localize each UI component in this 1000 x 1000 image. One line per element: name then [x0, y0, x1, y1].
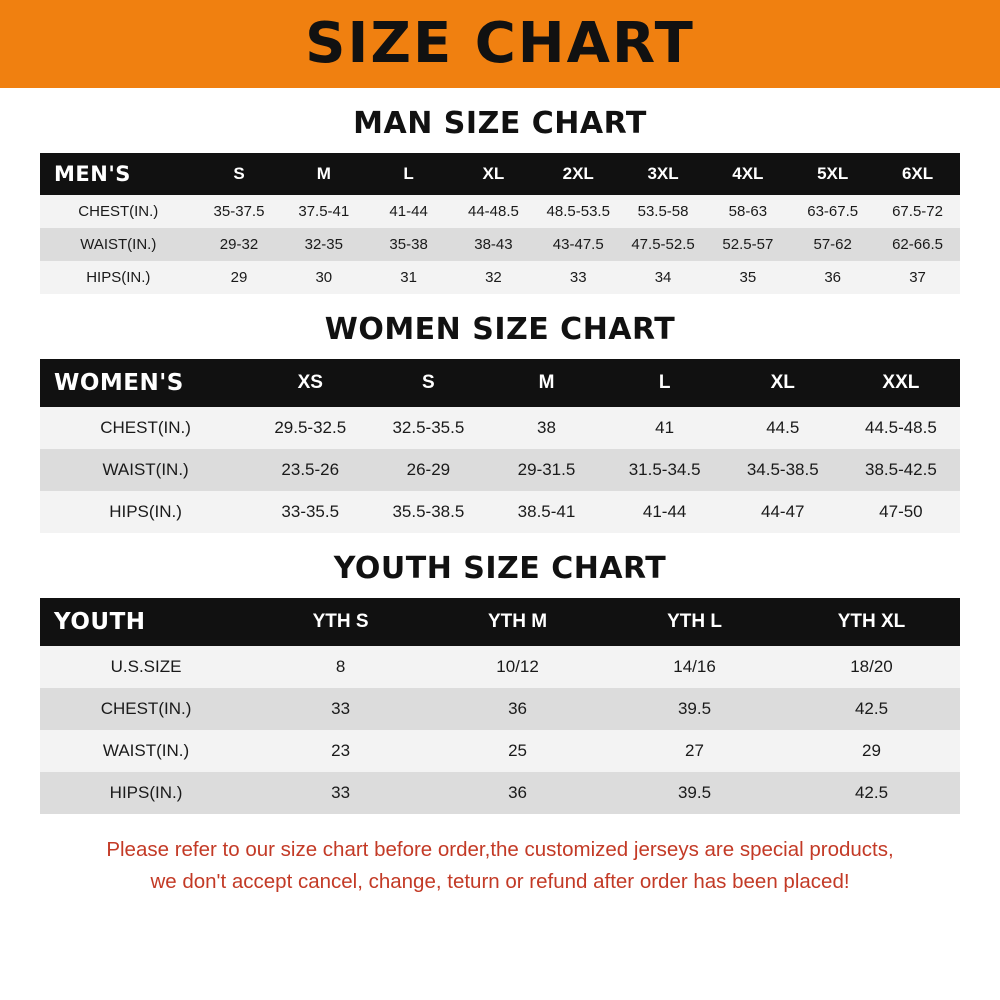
table-cell: 29 [783, 730, 960, 772]
table-header-row [40, 359, 960, 407]
table-column-header: XS [251, 359, 369, 407]
table-cell: 58-63 [705, 195, 790, 228]
table-cell: 8 [252, 646, 429, 688]
table-row-label: CHEST(IN.) [40, 688, 252, 730]
page-title: SIZE CHART [305, 11, 695, 76]
table-header-row [40, 598, 960, 646]
table-cell: 29 [197, 261, 282, 294]
table-column-header: M [487, 359, 605, 407]
table-cell: 47.5-52.5 [621, 228, 706, 261]
footer-note-line-1: Please refer to our size chart before order,the customized jerseys are special products, [106, 838, 894, 861]
table-cell: 27 [606, 730, 783, 772]
table-cell: 32-35 [281, 228, 366, 261]
section-title-man: MAN SIZE CHART [353, 106, 647, 141]
table-cell: 29-31.5 [487, 449, 605, 491]
table-cell: 41-44 [606, 491, 724, 533]
table-cell: 33 [252, 772, 429, 814]
section-title-youth: YOUTH SIZE CHART [333, 551, 667, 586]
table-cell: 29.5-32.5 [251, 407, 369, 449]
table-cell: 32 [451, 261, 536, 294]
table-column-header: YTH M [429, 598, 606, 646]
table-cell: 35-38 [366, 228, 451, 261]
table-column-header: S [197, 153, 282, 195]
table-cell: 48.5-53.5 [536, 195, 621, 228]
header-banner [0, 0, 1000, 88]
table-cell: 44-47 [724, 491, 842, 533]
table-cell: 62-66.5 [875, 228, 960, 261]
table-column-header: S [369, 359, 487, 407]
table-cell: 36 [429, 688, 606, 730]
table-cell: 25 [429, 730, 606, 772]
table-column-header: 3XL [621, 153, 706, 195]
table-cell: 10/12 [429, 646, 606, 688]
table-cell: 38-43 [451, 228, 536, 261]
table-cell: 41-44 [366, 195, 451, 228]
table-cell: 44.5 [724, 407, 842, 449]
table-cell: 36 [429, 772, 606, 814]
table-column-header: XXL [842, 359, 960, 407]
table-row-label: HIPS(IN.) [40, 772, 252, 814]
table-column-header: M [281, 153, 366, 195]
table-cell: 30 [281, 261, 366, 294]
table-cell: 42.5 [783, 688, 960, 730]
table-row [40, 228, 960, 261]
table-row-label: HIPS(IN.) [40, 261, 197, 294]
table-row [40, 646, 960, 688]
table-cell: 34.5-38.5 [724, 449, 842, 491]
table-column-header: XL [451, 153, 536, 195]
table-row [40, 195, 960, 228]
table-cell: 37 [875, 261, 960, 294]
table-cell: 32.5-35.5 [369, 407, 487, 449]
table-cell: 52.5-57 [705, 228, 790, 261]
table-cell: 41 [606, 407, 724, 449]
table-row-label: CHEST(IN.) [40, 195, 197, 228]
table-cell: 38.5-41 [487, 491, 605, 533]
table-column-header: YTH S [252, 598, 429, 646]
table-cell: 31 [366, 261, 451, 294]
table-cell: 33 [536, 261, 621, 294]
table-row [40, 688, 960, 730]
table-column-header: L [366, 153, 451, 195]
table-row-label: HIPS(IN.) [40, 491, 251, 533]
table-cell: 43-47.5 [536, 228, 621, 261]
table-header-label: MEN'S [40, 153, 197, 195]
section-youth [0, 533, 1000, 814]
table-cell: 44.5-48.5 [842, 407, 960, 449]
table-row-label: WAIST(IN.) [40, 449, 251, 491]
youth-size-table [40, 598, 960, 814]
footer-note [0, 834, 1000, 898]
table-header-row [40, 153, 960, 195]
table-cell: 63-67.5 [790, 195, 875, 228]
table-cell: 38.5-42.5 [842, 449, 960, 491]
table-row [40, 449, 960, 491]
table-column-header: YTH L [606, 598, 783, 646]
table-cell: 33-35.5 [251, 491, 369, 533]
table-cell: 35 [705, 261, 790, 294]
table-column-header: 6XL [875, 153, 960, 195]
table-cell: 57-62 [790, 228, 875, 261]
table-cell: 36 [790, 261, 875, 294]
table-cell: 34 [621, 261, 706, 294]
table-cell: 39.5 [606, 688, 783, 730]
table-cell: 26-29 [369, 449, 487, 491]
table-row [40, 772, 960, 814]
table-column-header: XL [724, 359, 842, 407]
table-row-label: WAIST(IN.) [40, 730, 252, 772]
section-women [0, 294, 1000, 533]
section-man [0, 88, 1000, 294]
table-column-header: 4XL [705, 153, 790, 195]
table-cell: 18/20 [783, 646, 960, 688]
table-cell: 42.5 [783, 772, 960, 814]
table-cell: 47-50 [842, 491, 960, 533]
table-cell: 33 [252, 688, 429, 730]
youth-table-body [40, 598, 960, 814]
table-row-label: WAIST(IN.) [40, 228, 197, 261]
table-cell: 23 [252, 730, 429, 772]
section-title-women: WOMEN SIZE CHART [324, 312, 676, 347]
table-cell: 39.5 [606, 772, 783, 814]
man-size-table [40, 153, 960, 294]
women-size-table [40, 359, 960, 533]
table-row [40, 730, 960, 772]
table-cell: 38 [487, 407, 605, 449]
table-cell: 67.5-72 [875, 195, 960, 228]
table-row-label: U.S.SIZE [40, 646, 252, 688]
table-cell: 44-48.5 [451, 195, 536, 228]
table-header-label: WOMEN'S [40, 359, 251, 407]
table-header-label: YOUTH [40, 598, 252, 646]
table-cell: 29-32 [197, 228, 282, 261]
table-cell: 53.5-58 [621, 195, 706, 228]
women-table-body [40, 359, 960, 533]
table-cell: 35-37.5 [197, 195, 282, 228]
table-cell: 31.5-34.5 [606, 449, 724, 491]
table-cell: 14/16 [606, 646, 783, 688]
table-row [40, 261, 960, 294]
man-table-body [40, 153, 960, 294]
table-row [40, 491, 960, 533]
table-column-header: YTH XL [783, 598, 960, 646]
footer-note-line-2: we don't accept cancel, change, teturn or refund after order has been placed! [150, 869, 850, 893]
table-cell: 37.5-41 [281, 195, 366, 228]
table-column-header: L [606, 359, 724, 407]
table-row-label: CHEST(IN.) [40, 407, 251, 449]
table-cell: 35.5-38.5 [369, 491, 487, 533]
table-row [40, 407, 960, 449]
table-column-header: 2XL [536, 153, 621, 195]
table-column-header: 5XL [790, 153, 875, 195]
table-cell: 23.5-26 [251, 449, 369, 491]
